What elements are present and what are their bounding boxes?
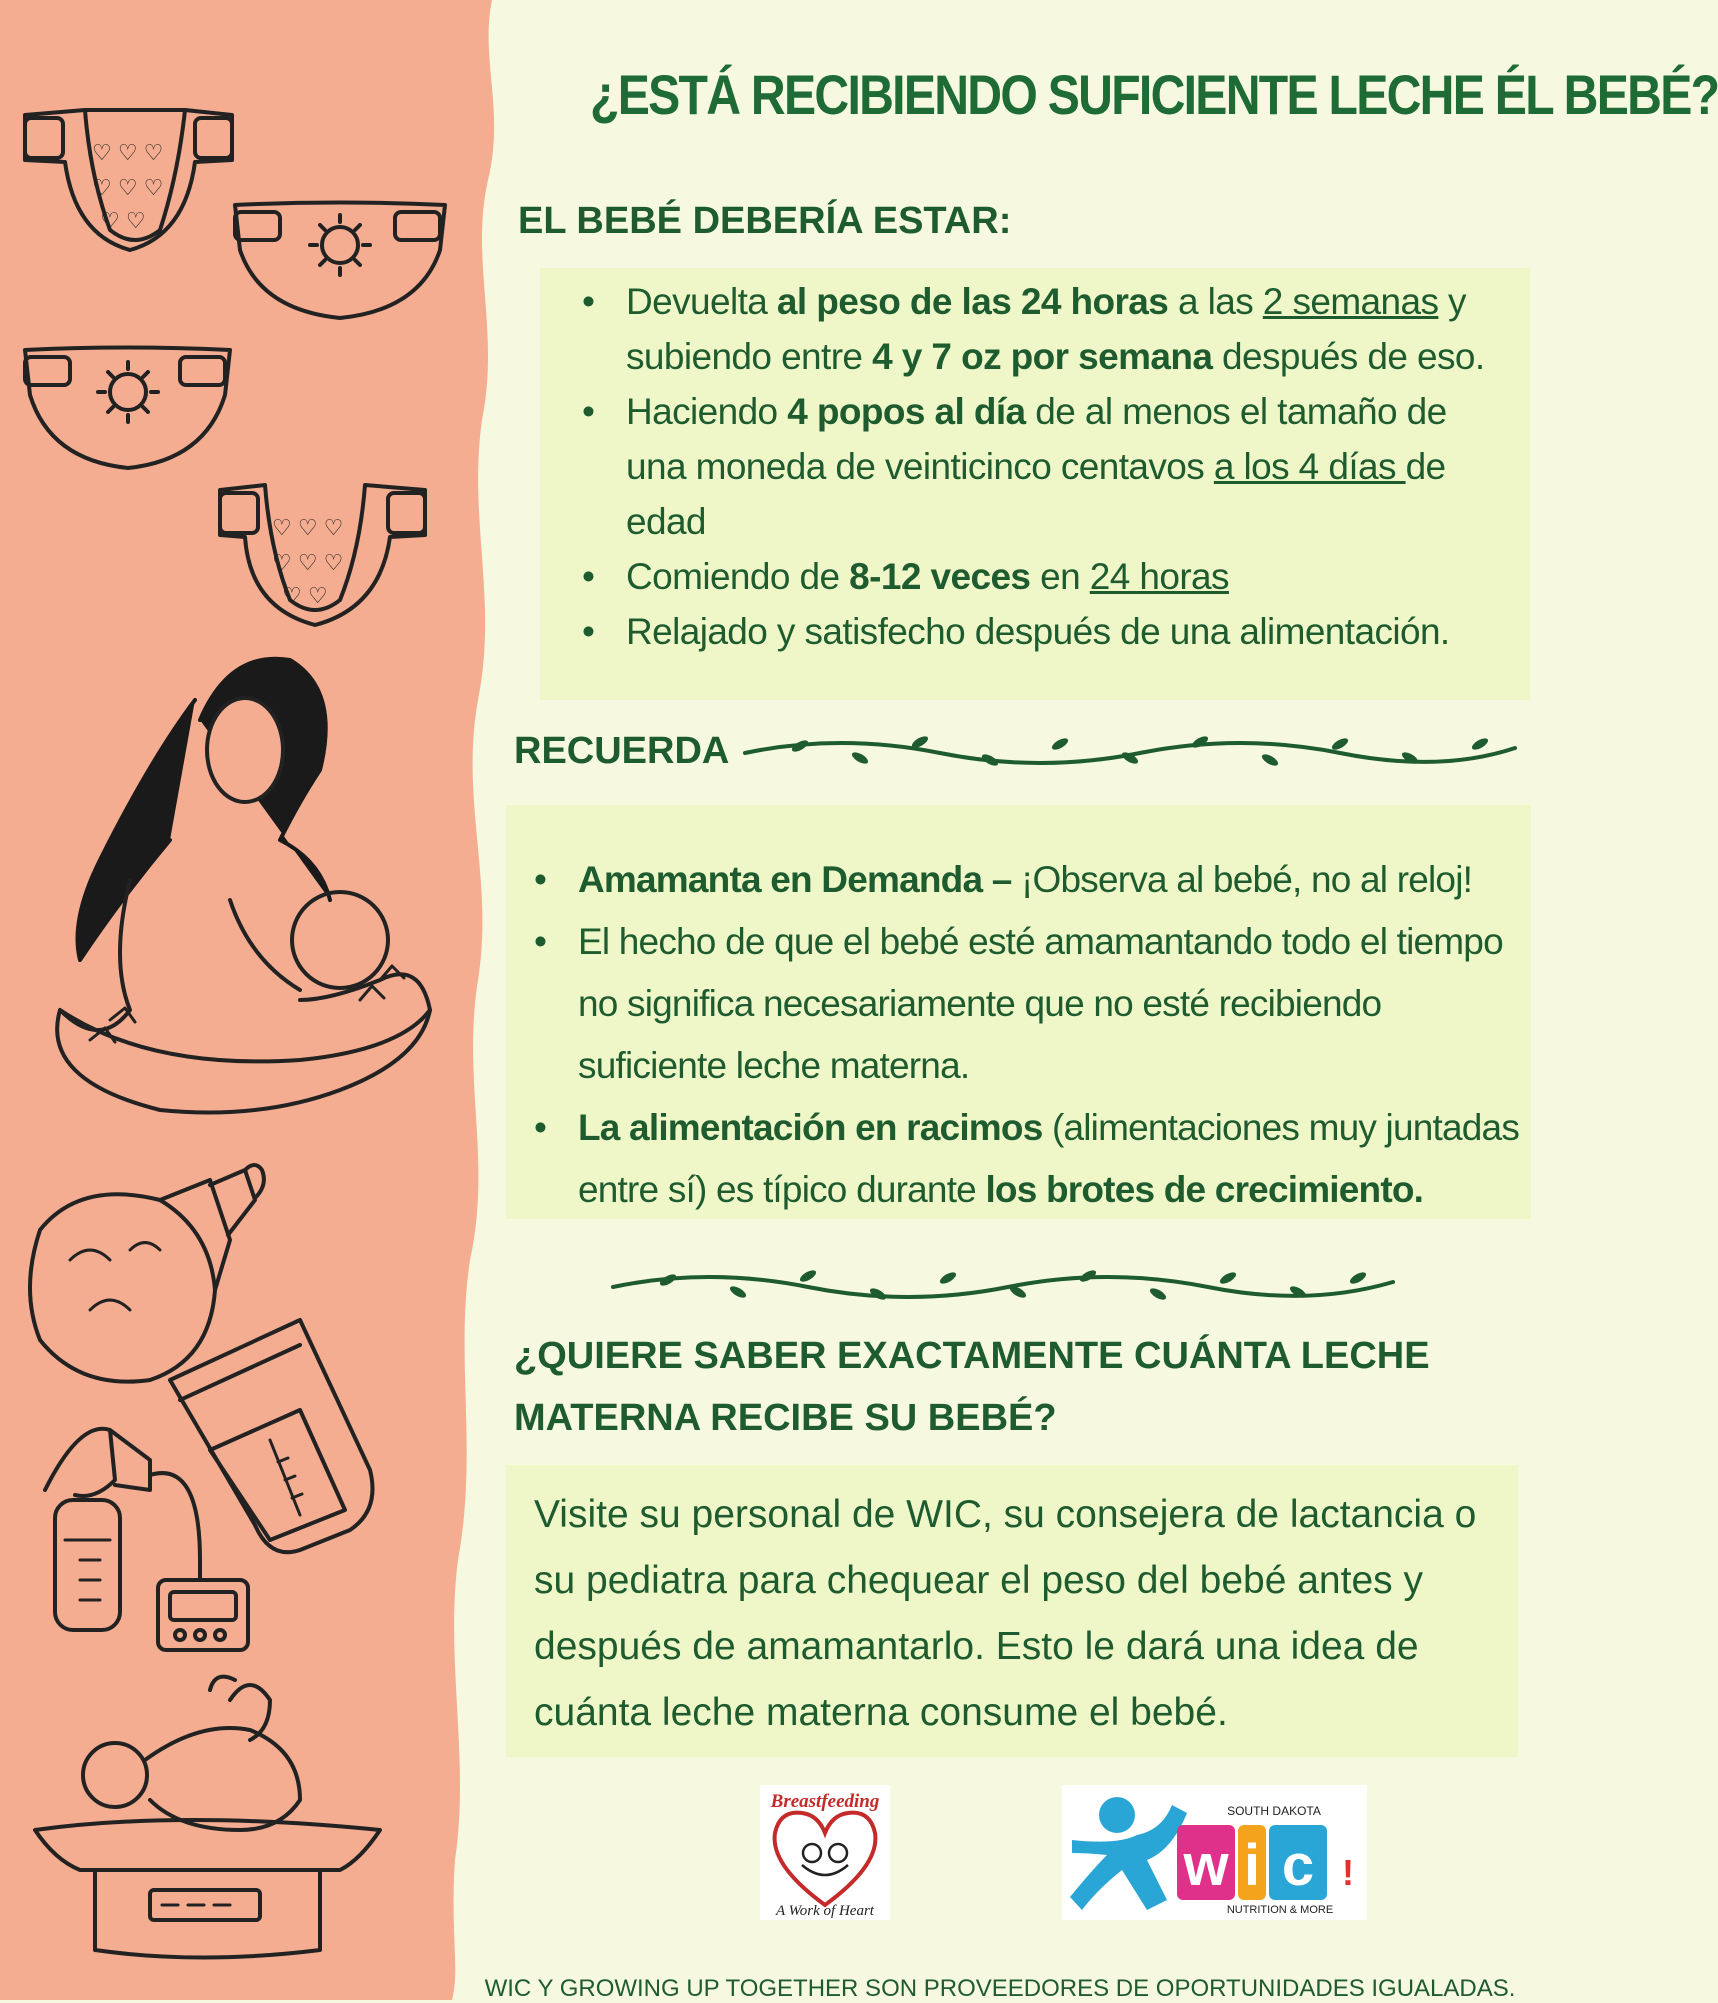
visit-info-text: Visite su personal de WIC, su consejera de lactancia o su pediatra para chequear el peso del bebé antes y después de amamantarlo. Esto le dará una idea de cuánta leche materna consume el bebé. (534, 1493, 1477, 1734)
bf-logo-top: Breastfeeding (770, 1791, 880, 1812)
list-item: • Devuelta al peso de las 24 horas a las 2 semanas y subiendo entre 4 y 7 oz por semana después de eso. (578, 274, 1510, 384)
svg-text:♡ ♡ ♡: ♡ ♡ ♡ (92, 140, 164, 165)
svg-text:!: ! (1342, 1852, 1354, 1893)
svg-text:i: i (1243, 1833, 1261, 1898)
list-item: • El hecho de que el bebé esté amamantando todo el tiempo no significa necesariamente que no esté recibiendo suficiente leche materna. (530, 911, 1523, 1097)
svg-text:♡ ♡ ♡: ♡ ♡ ♡ (272, 550, 344, 575)
section-heading-question: ¿QUIERE SABER EXACTAMENTE CUÁNTA LECHE MATERNA RECIBE SU BEBÉ? (514, 1335, 1430, 1439)
section-heading-remember: RECUERDA (514, 730, 730, 772)
wic-logo (1062, 1785, 1367, 1920)
section-heading-baby-should: EL BEBÉ DEBERÍA ESTAR: (518, 200, 1012, 242)
svg-text:c: c (1281, 1833, 1315, 1898)
wic-logo-top: SOUTH DAKOTA (1227, 1804, 1321, 1818)
list-item: • Relajado y satisfecho después de una alimentación. (578, 604, 1510, 659)
vine-divider-icon (608, 1262, 1398, 1312)
visit-info-box (506, 1465, 1518, 1757)
vine-divider-icon (740, 728, 1520, 778)
svg-text:♡ ♡ ♡: ♡ ♡ ♡ (92, 175, 164, 200)
page-title: ¿ESTÁ RECIBIENDO SUFICIENTE LECHE ÉL BEBÉ? (590, 63, 1718, 126)
bf-logo-bottom: A Work of Heart (776, 1903, 874, 1919)
remember-box (506, 805, 1531, 1219)
list-item: • Comiendo de 8-12 veces en 24 horas (578, 549, 1510, 604)
list-item: • La alimentación en racimos (alimentaciones muy juntadas entre sí) es típico durante los brotes de crecimiento. (530, 1097, 1523, 1221)
svg-text:♡ ♡: ♡ ♡ (282, 583, 328, 608)
footer-disclaimer: WIC Y GROWING UP TOGETHER SON PROVEEDORES DE OPORTUNIDADES IGUALADAS. (484, 1975, 1516, 2002)
baby-should-box (540, 268, 1530, 700)
svg-text:w: w (1183, 1833, 1229, 1898)
svg-text:♡ ♡ ♡: ♡ ♡ ♡ (272, 515, 344, 540)
svg-text:♡ ♡: ♡ ♡ (100, 208, 146, 233)
list-item: • Haciendo 4 popos al día de al menos el tamaño de una moneda de veinticinco centavos a los 4 días de edad (578, 384, 1510, 549)
wic-logo-bottom: NUTRITION & MORE (1226, 1904, 1334, 1916)
breastfeeding-logo (760, 1785, 890, 1920)
illustration-panel (0, 0, 520, 2000)
list-item: • Amamanta en Demanda – ¡Observa al bebé, no al reloj! (530, 849, 1523, 911)
